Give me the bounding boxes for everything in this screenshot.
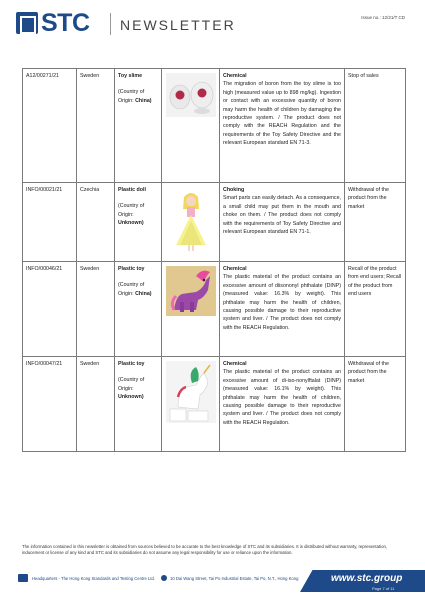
product-photo-slime	[166, 73, 216, 123]
headquarters-label: Headquarters - The Hong Kong Standards and Testing Centre Ltd.	[32, 575, 155, 581]
risk-type: Chemical	[223, 361, 247, 367]
risk-cell	[220, 69, 345, 183]
header-divider	[110, 13, 111, 35]
measure-cell: Withdrawal of the product from the market	[345, 357, 406, 452]
origin-value: China)	[135, 290, 152, 297]
risk-type: Choking	[223, 187, 245, 193]
risk-type: Chemical	[223, 266, 247, 272]
table-row	[23, 262, 406, 357]
risk-description: The plastic material of the product contains an excessive amount of di-iso-nonylftalat (DINP) (measured value: 16.1% by weight). This phthalate may harm the health of children, causing possible damage to their reproductive system and liver. / The product does not comply with the REACH Regulation.	[223, 369, 341, 426]
product-photo-doll	[166, 187, 216, 237]
risk-cell	[220, 183, 345, 262]
country-cell: Sweden	[77, 357, 115, 452]
table-row	[23, 357, 406, 452]
footer-address	[18, 574, 298, 582]
origin-label: (Country of Origin:	[118, 89, 145, 104]
address-text: 10 Dai Wang Street, Tai Po Industrial Estate, Tai Po, N.T., Hong Kong	[170, 575, 299, 581]
product-cell	[115, 357, 162, 452]
photo-cell	[162, 357, 220, 452]
reference-cell: A12/00271/21	[23, 69, 77, 183]
product-cell	[115, 69, 162, 183]
product-photo-pony	[166, 266, 216, 316]
newsletter-header	[0, 0, 425, 48]
website-link[interactable]: www.stc.group	[331, 573, 403, 584]
page-title: NEWSLETTER	[120, 17, 236, 33]
product-name: Plastic toy	[118, 361, 145, 367]
disclaimer-text: The information contained in this newsletter is obtained from sources believed to be accurate to the best knowledge of STC and its subsidiaries. It is distributed without warranty, representation, inducement or license of any kind and STC and its subsidiaries do not assume any legal responsibility for use or reliance upon the information.	[22, 544, 388, 556]
product-name: Plastic toy	[118, 266, 145, 272]
risk-description: The plastic material of the product contains an excessive amount of diisononyl phthalate (DINP) (measured value: 16.3% by weight). This phthalate may harm the health of children, causing possible damage to their reproductive system and liver. / The product does not comply with the REACH Regulation.	[223, 274, 341, 331]
origin-value: Unknown)	[118, 220, 144, 227]
product-name: Plastic doll	[118, 187, 146, 193]
reference-cell: INFO/00047/21	[23, 357, 77, 452]
measure-cell: Stop of sales	[345, 69, 406, 183]
product-origin	[118, 88, 158, 105]
country-cell: Sweden	[77, 262, 115, 357]
risk-cell	[220, 262, 345, 357]
risk-description: Smart parts can easily detach. As a consequence, a small child may put them in the mouth and choke on them. / The product does not comply with the requirements of Toy Safety Directive and relevant European standard EN 71-1.	[223, 195, 341, 236]
origin-value: China)	[135, 97, 152, 104]
stc-logo	[16, 9, 90, 37]
photo-cell	[162, 183, 220, 262]
photo-cell	[162, 69, 220, 183]
photo-cell	[162, 262, 220, 357]
product-cell	[115, 262, 162, 357]
origin-label: (Country of Origin:	[118, 203, 145, 218]
issue-number: Issue no.: 12/21/T CD	[361, 15, 405, 20]
stc-small-logo-icon	[18, 574, 28, 582]
stc-logo-icon	[16, 12, 38, 34]
table-row	[23, 69, 406, 183]
recall-table	[22, 68, 405, 452]
origin-label: (Country of Origin:	[118, 377, 145, 392]
product-origin	[118, 376, 158, 401]
product-origin	[118, 202, 158, 227]
country-cell: Czechia	[77, 183, 115, 262]
risk-description: The migration of boron from the toy slime is too high (measured value up to 898 mg/kg). Ingestion or contact with an excessive quantity of boron may harm the health of children by damaging the reproductive system. / The product does not comply with the REACH Regulation and the requirements of the Toy Safety Directive and the relevant European standard EN 71-3.	[223, 81, 341, 147]
product-cell	[115, 183, 162, 262]
table-row	[23, 183, 406, 262]
reference-cell: INFO/00046/21	[23, 262, 77, 357]
product-photo-unicorn	[166, 361, 216, 411]
location-pin-icon	[161, 575, 167, 581]
origin-value: Unknown)	[118, 394, 144, 401]
origin-label: (Country of Origin:	[118, 282, 145, 297]
measure-cell: Recall of the product from end users; Recall of the product from end users	[345, 262, 406, 357]
risk-type: Chemical	[223, 73, 247, 79]
logo-text: STC	[41, 9, 90, 37]
measure-cell: Withdrawal of the product from the market	[345, 183, 406, 262]
reference-cell: INFO/00021/21	[23, 183, 77, 262]
risk-cell	[220, 357, 345, 452]
country-cell: Sweden	[77, 69, 115, 183]
product-name: Toy slime	[118, 73, 143, 79]
page-number: Page 7 of 11	[372, 586, 395, 591]
product-origin	[118, 281, 158, 298]
